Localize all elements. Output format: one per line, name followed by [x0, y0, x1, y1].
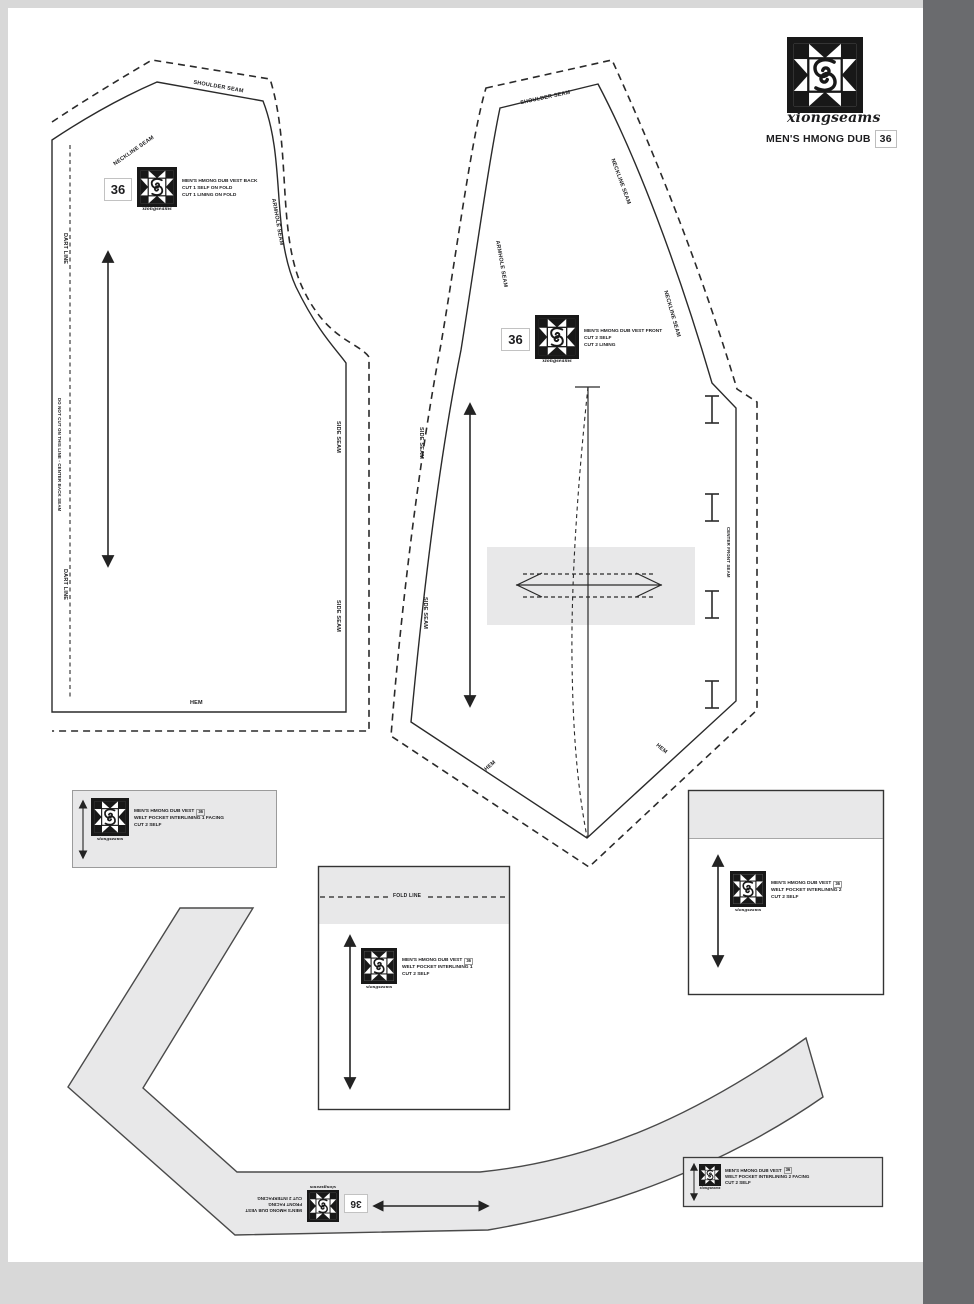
piece-desc: WELT POCKET INTERLINING 1 FACING	[134, 816, 224, 822]
size-box-front-facing: 36	[344, 1195, 368, 1214]
piece-name: MEN'S HMONG DUB VEST	[402, 958, 463, 964]
cut-instruction-2: CUT 1 LINING ON FOLD	[182, 192, 237, 198]
cut-instruction: CUT 2 INTERFACING	[257, 1195, 302, 1201]
size-box-front: 36	[501, 328, 530, 351]
hem-label-front-left: HEM	[483, 759, 498, 773]
seam-label-side-back-1: SIDE SEAM	[335, 421, 341, 454]
seam-label-side-front-1: SIDE SEAM	[418, 427, 424, 460]
dart-line-label-bottom: DART LINE	[62, 569, 68, 601]
cut-instruction-1: CUT 1 SELF ON FOLD	[182, 186, 233, 192]
logo-script: xiongseams	[365, 984, 393, 989]
cut-instruction: CUT 2 SELF	[771, 894, 799, 900]
vest-back-label-text	[182, 179, 258, 199]
welt1-facing-label-text	[134, 809, 224, 829]
seam-label-neckline-front-1: NECKLINE SEAM	[609, 158, 632, 206]
seam-label-armhole-back: ARMHOLE SEAM	[270, 198, 285, 246]
xiongseams-logo-icon	[307, 1191, 339, 1223]
center-front-seam-label: CENTER FRONT SEAM	[726, 527, 731, 578]
piece-desc: WELT POCKET INTERLINING 1	[402, 965, 473, 971]
cut-instruction: CUT 2 SELF	[402, 971, 430, 977]
welt1-label-text	[402, 958, 473, 978]
pattern-title: MEN'S HMONG DUB	[766, 133, 871, 145]
front-facing-label-text	[245, 1195, 302, 1214]
welt2-facing-label-text	[725, 1167, 809, 1186]
piece-desc: WELT POCKET INTERLINING 2	[771, 888, 842, 894]
welt2-facing-label-block	[699, 1164, 809, 1190]
front-facing-label-block	[242, 1180, 368, 1228]
logo-script: xiongseams	[309, 1185, 337, 1191]
cut-instruction: CUT 2 SELF	[134, 822, 162, 828]
xiongseams-logo-icon	[91, 798, 129, 836]
pattern-size-box: 36	[875, 130, 897, 148]
seam-label-side-front-2: SIDE SEAM	[422, 597, 428, 630]
seam-label-neckline-back: NECKLINE SEAM	[112, 134, 156, 168]
size-chip: 36	[835, 881, 840, 887]
hem-label-back: HEM	[190, 700, 203, 706]
size-chip: 36	[198, 809, 203, 815]
xiongseams-logo-icon	[361, 948, 397, 984]
vest-front-outline	[391, 60, 757, 867]
cut-instruction-1: CUT 2 SELF	[584, 336, 612, 342]
welt2-label-text	[771, 881, 842, 901]
welt2-label-block	[730, 871, 842, 912]
seam-label-neckline-front-2: NECKLINE SEAM	[662, 290, 682, 338]
piece-name: MEN'S HMONG DUB VEST	[771, 881, 832, 887]
xiongseams-logo-icon	[535, 315, 579, 359]
seam-label-shoulder-back: SHOULDER SEAM	[192, 79, 245, 95]
vest-front-label-text	[584, 329, 662, 349]
size-box-back: 36	[104, 178, 132, 201]
xiongseams-logo-icon	[137, 167, 177, 207]
cut-instruction: CUT 2 SELF	[725, 1180, 751, 1186]
piece-name: MEN'S HMONG DUB VEST	[725, 1167, 782, 1173]
logo-script: xiongseams	[542, 359, 572, 364]
pattern-title-row	[766, 130, 897, 148]
dart-line-label-top: DART LINE	[62, 233, 68, 265]
cut-instruction-2: CUT 2 LINING	[584, 342, 616, 348]
welt1-label-block	[361, 948, 473, 989]
piece-name: MEN'S HMONG DUB VEST FRONT	[584, 329, 663, 335]
piece-desc: FRONT FACING	[268, 1202, 302, 1208]
center-back-note: DO NOT CUT ON THIS LINE - CENTER BACK SEAM	[57, 398, 62, 512]
buttonhole-marks	[705, 396, 719, 708]
xiongseams-logo-icon	[787, 37, 863, 113]
size-chip: 36	[466, 958, 471, 964]
seam-label-shoulder-front: SHOULDER SEAM	[519, 89, 571, 107]
seam-label-side-back-2: SIDE SEAM	[335, 600, 341, 633]
welt1-facing-label-block	[91, 798, 224, 841]
logo-script: xiongseams	[96, 836, 124, 841]
size-chip: 36	[785, 1167, 791, 1173]
logo-script: xiongseams	[142, 207, 172, 212]
seam-label-armhole-front: ARMHOLE SEAM	[494, 240, 509, 288]
vest-back-outline	[52, 60, 369, 731]
xiongseams-logo-icon	[699, 1164, 721, 1186]
logo-script: xiongseams	[699, 1186, 721, 1190]
piece-name: MEN'S HMONG DUB VEST BACK	[182, 179, 258, 185]
vest-front-label-block	[501, 315, 662, 364]
fold-line-label: FOLD LINE	[390, 893, 424, 899]
piece-name: MEN'S HMONG DUB VEST	[134, 809, 195, 815]
vest-back-label-block	[104, 167, 258, 212]
xiongseams-logo-icon	[730, 871, 766, 907]
piece-name: MEN'S HMONG DUB VEST	[245, 1208, 302, 1214]
hem-label-front-right: HEM	[654, 742, 669, 756]
logo-script: xiongseams	[734, 907, 762, 912]
brand-script: xiongseams	[787, 110, 881, 126]
piece-desc: WELT POCKET INTERLINING 2 FACING	[725, 1174, 810, 1179]
